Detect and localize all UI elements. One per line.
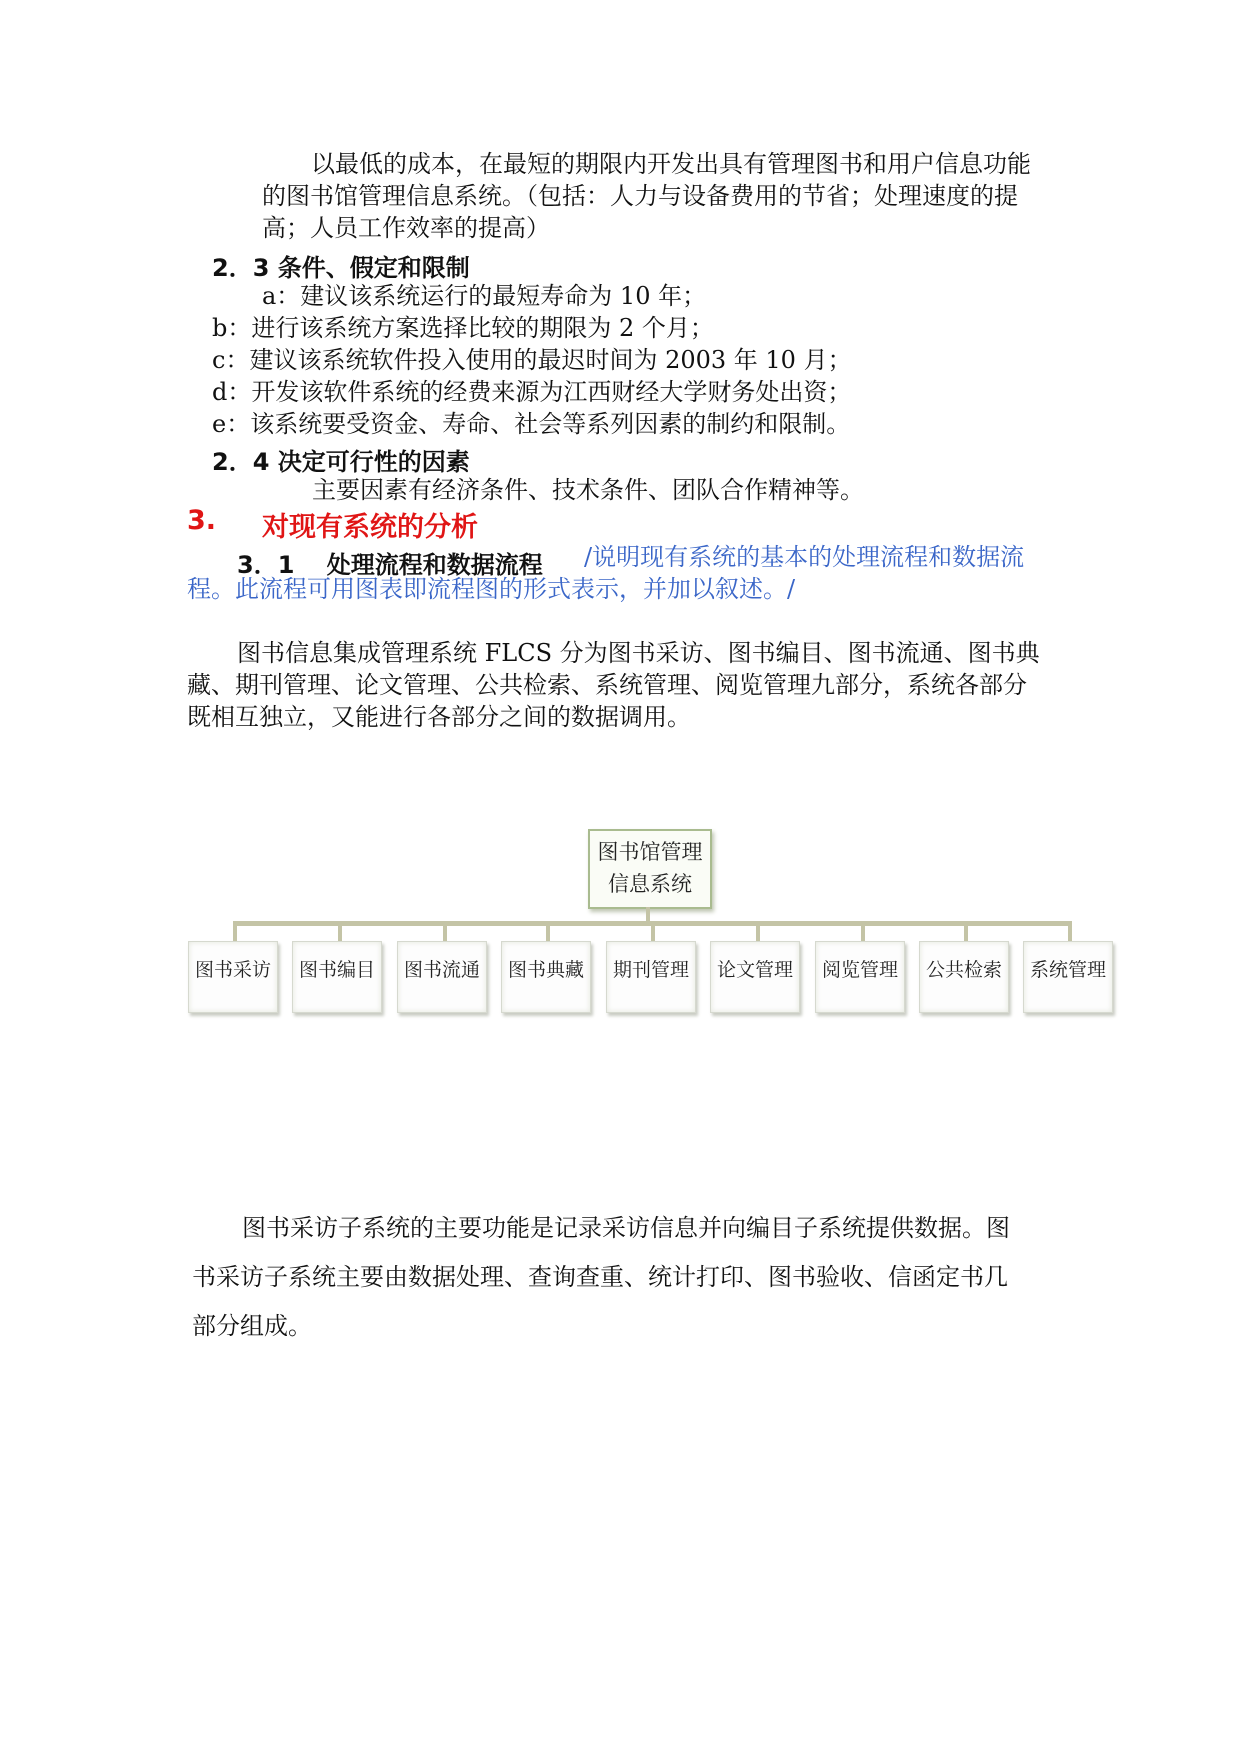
condition-item-e: e：该系统要受资金、寿命、社会等系列因素的制约和限制。 bbox=[212, 410, 851, 438]
system-overview-paragraph bbox=[187, 637, 1040, 733]
section-3-1-heading: 3．1 处理流程和数据流程 bbox=[237, 551, 543, 579]
org-connector bbox=[861, 921, 865, 943]
org-node-label: 图书典藏 bbox=[507, 959, 584, 981]
paragraph-line: 图书信息集成管理系统 FLCS 分为图书采访、图书编目、图书流通、图书典 bbox=[237, 639, 1040, 667]
paragraph-line: 藏、期刊管理、论文管理、公共检索、系统管理、阅览管理九部分，系统各部分 bbox=[187, 671, 1027, 699]
org-node-label: 系统管理 bbox=[1029, 959, 1106, 981]
intro-line: 的图书馆管理信息系统。（包括：人力与设备费用的节省；处理速度的提 bbox=[262, 182, 1018, 210]
condition-item-d: d：开发该软件系统的经费来源为江西财经大学财务处出资； bbox=[212, 378, 852, 406]
org-connector bbox=[756, 921, 760, 943]
org-node-label: 论文管理 bbox=[716, 959, 793, 981]
org-node bbox=[188, 941, 278, 1013]
org-node bbox=[919, 941, 1009, 1013]
paragraph-line: 图书采访子系统的主要功能是记录采访信息并向编目子系统提供数据。图 bbox=[242, 1214, 1010, 1242]
org-chart-root bbox=[588, 829, 712, 909]
org-node-label: 图书采访 bbox=[194, 959, 271, 981]
intro-line: 高；人员工作效率的提高） bbox=[262, 214, 550, 242]
org-node bbox=[1023, 941, 1113, 1013]
org-connector bbox=[443, 921, 447, 943]
org-root-line: 信息系统 bbox=[608, 872, 692, 896]
org-connector bbox=[338, 921, 342, 943]
org-connector bbox=[233, 921, 237, 943]
section-2-4-heading: 2．4 决定可行性的因素 bbox=[212, 448, 470, 476]
section-2-4-text: 主要因素有经济条件、技术条件、团队合作精神等。 bbox=[312, 476, 864, 504]
intro-line: 以最低的成本，在最短的期限内开发出具有管理图书和用户信息功能 bbox=[311, 150, 1031, 178]
condition-item-a: a：建议该系统运行的最短寿命为 10 年； bbox=[262, 282, 707, 310]
org-node-label: 期刊管理 bbox=[612, 959, 689, 981]
condition-item-c: c：建议该系统软件投入使用的最迟时间为 2003 年 10 月； bbox=[212, 346, 852, 374]
org-node-label: 阅览管理 bbox=[821, 959, 898, 981]
section-3-number: 3. bbox=[187, 505, 217, 536]
condition-item-b: b：进行该系统方案选择比较的期限为 2 个月； bbox=[212, 314, 714, 342]
section-3-1-note-cont: 程。此流程可用图表即流程图的形式表示，并加以叙述。/ bbox=[187, 575, 796, 603]
org-connector bbox=[1068, 921, 1072, 943]
org-node bbox=[710, 941, 800, 1013]
org-root-line: 图书馆管理 bbox=[597, 840, 703, 864]
paragraph-line: 书采访子系统主要由数据处理、查询查重、统计打印、图书验收、信函定书几 bbox=[192, 1263, 1008, 1291]
section-2-3-heading: 2．3 条件、假定和限制 bbox=[212, 254, 470, 282]
org-node-label: 图书流通 bbox=[403, 959, 480, 981]
org-node bbox=[397, 941, 487, 1013]
org-connector bbox=[546, 921, 550, 943]
section-3-title: 对现有系统的分析 bbox=[262, 512, 478, 543]
org-node-label: 图书编目 bbox=[298, 959, 375, 981]
org-node bbox=[292, 941, 382, 1013]
org-connector bbox=[651, 921, 655, 943]
acquisition-paragraph bbox=[192, 1204, 1010, 1351]
org-node bbox=[501, 941, 591, 1013]
org-node-label: 公共检索 bbox=[925, 959, 1002, 981]
intro-paragraph bbox=[262, 148, 1031, 244]
paragraph-line: 部分组成。 bbox=[192, 1312, 312, 1340]
org-connector bbox=[964, 921, 968, 943]
paragraph-line: 既相互独立，又能进行各部分之间的数据调用。 bbox=[187, 703, 691, 731]
section-3-1-note: /说明现有系统的基本的处理流程和数据流 bbox=[584, 543, 1025, 571]
org-node bbox=[606, 941, 696, 1013]
org-node bbox=[815, 941, 905, 1013]
